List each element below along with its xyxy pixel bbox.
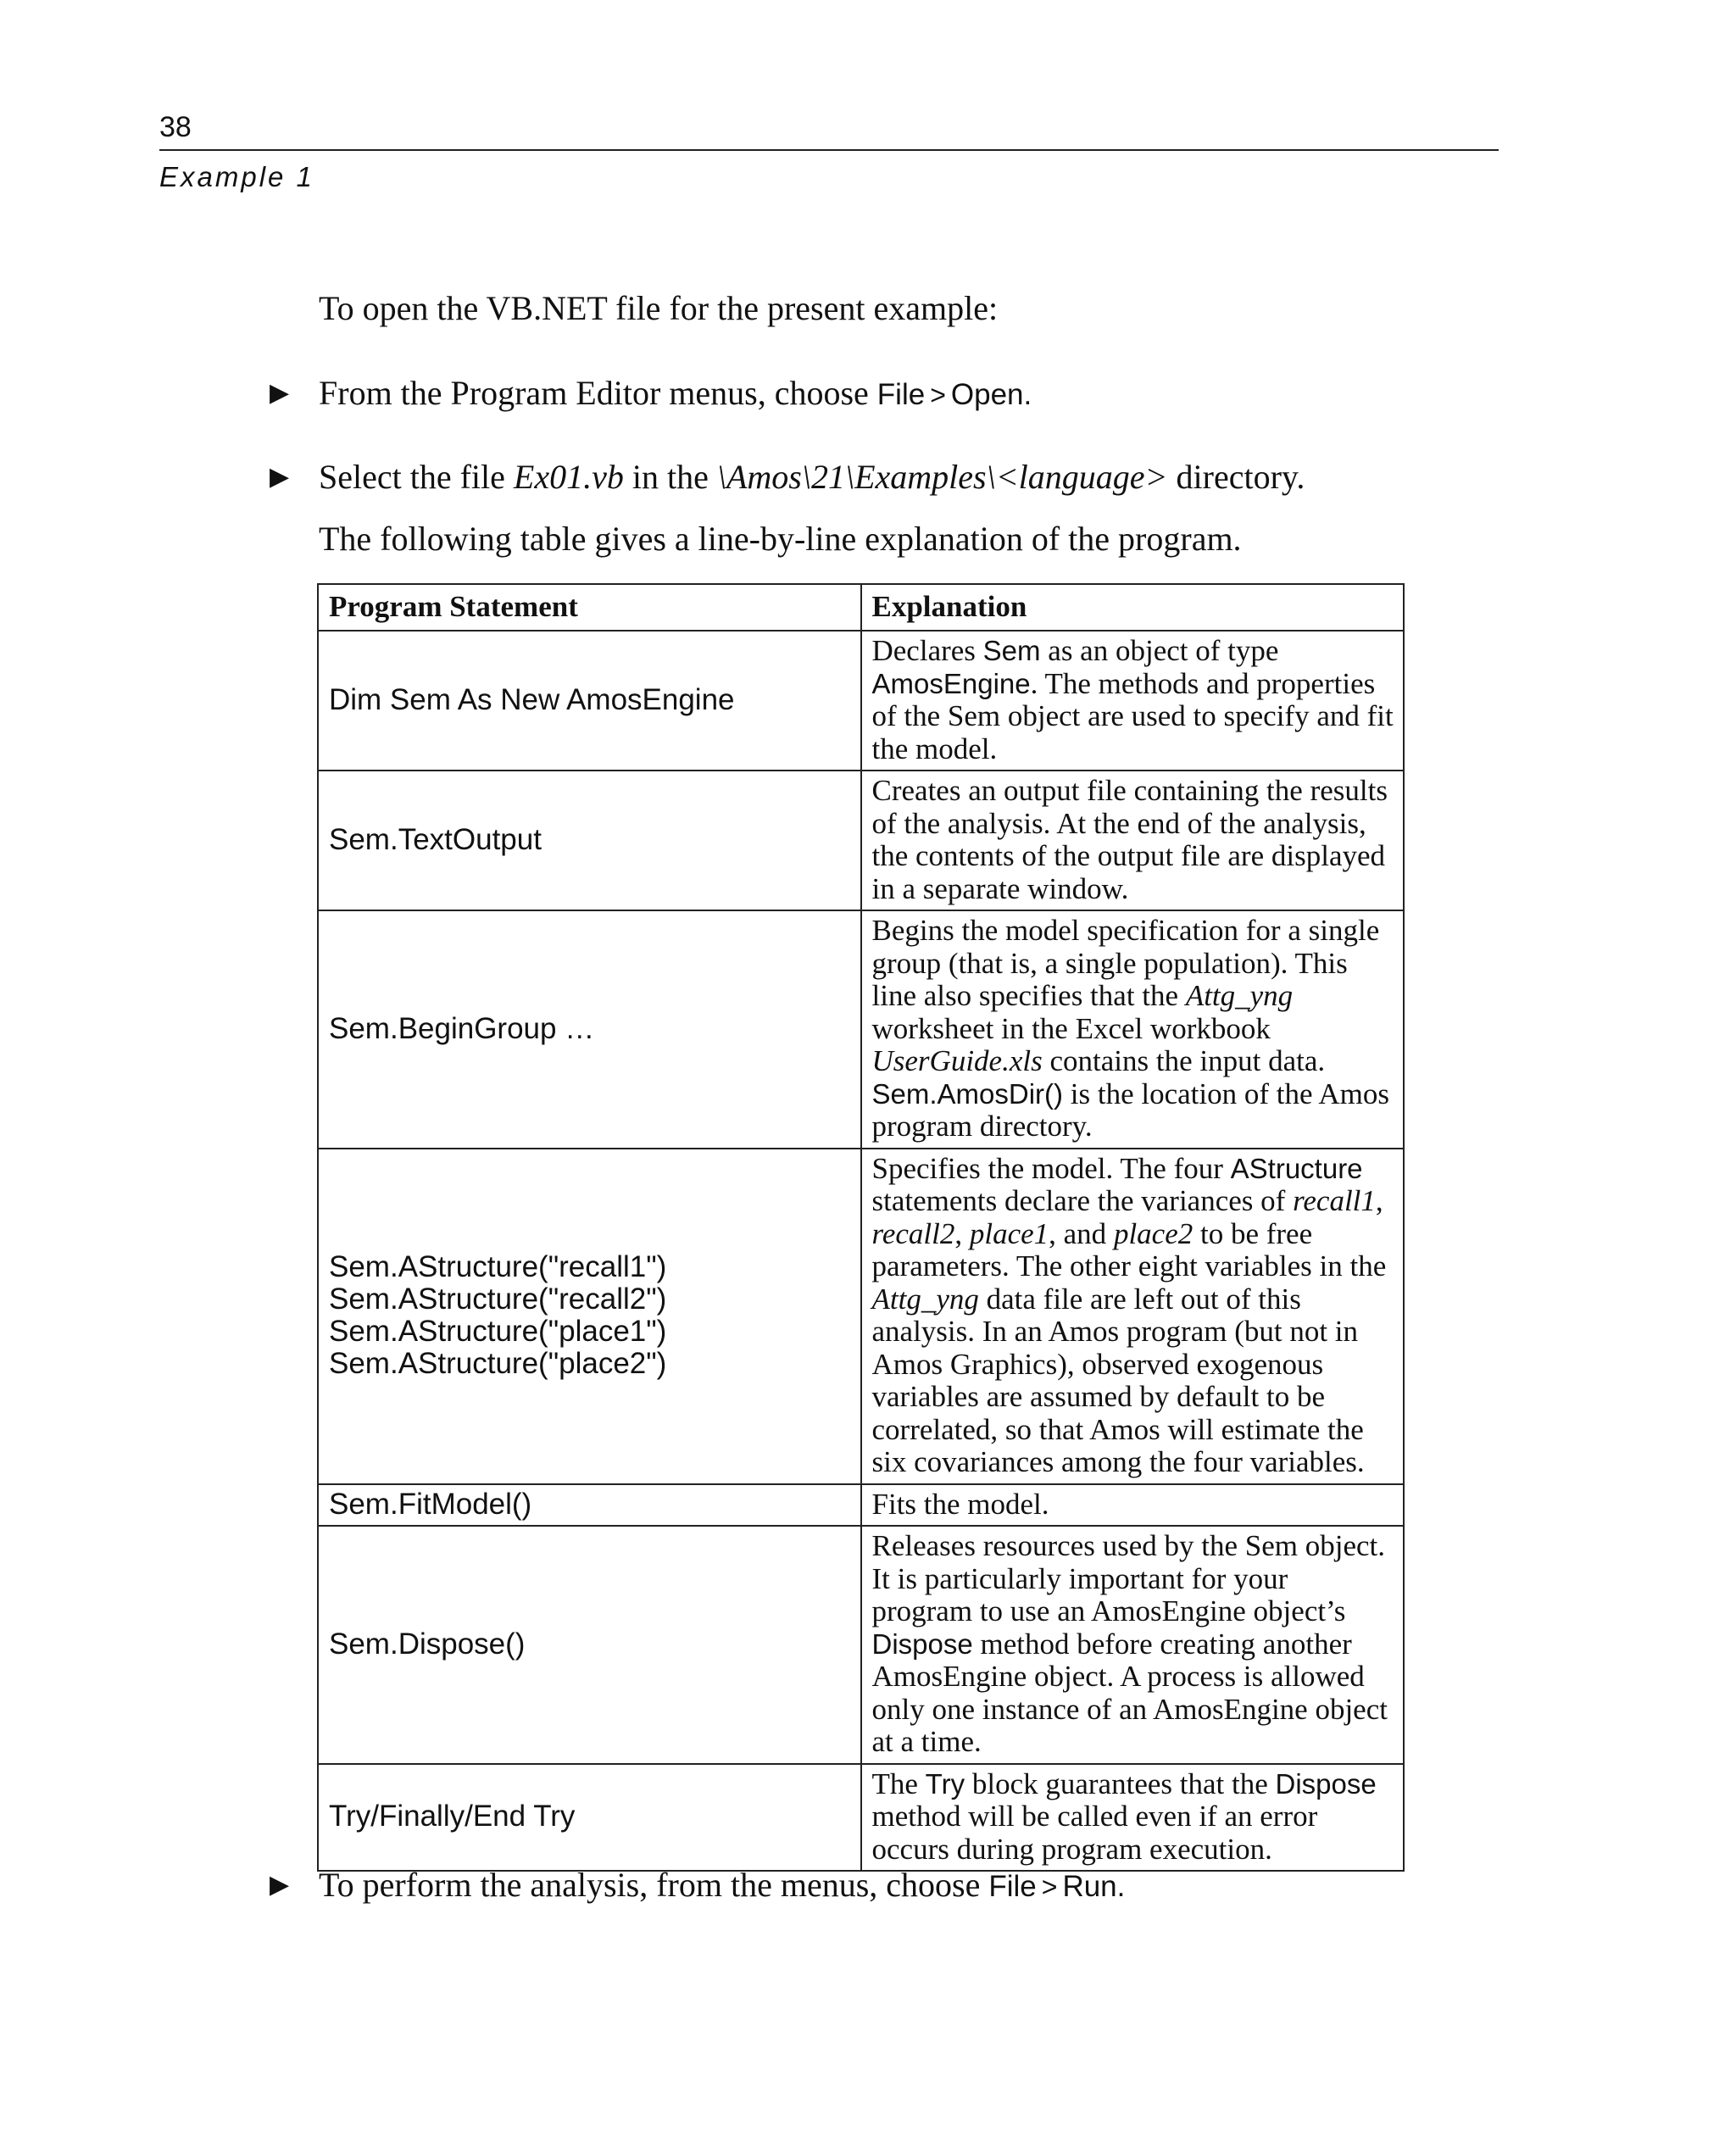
statement-line: Sem.BeginGroup …	[329, 1011, 595, 1045]
explanation-cell	[861, 1764, 1405, 1872]
variable-name: recall2	[871, 1216, 955, 1250]
explanation-text: Begins the model specification for a single group (that is, a single population). This line also specifies that the	[871, 914, 1380, 1012]
statement-line: Try/Finally/End Try	[329, 1800, 576, 1833]
triangle-bullet-icon: ▶	[270, 463, 290, 491]
step-text: directory.	[1167, 458, 1305, 496]
statement-cell	[318, 771, 861, 910]
explanation-cell	[861, 631, 1405, 771]
statement-line: Sem.Dispose()	[329, 1627, 526, 1661]
code-term: Try	[925, 1767, 965, 1800]
code-term: Sem	[982, 635, 1041, 666]
statement-cell	[318, 910, 861, 1149]
statement-line: Sem.FitModel()	[329, 1487, 532, 1521]
page-number: 38	[159, 111, 192, 143]
worksheet-name: Attg_yng	[1185, 979, 1294, 1012]
table-row	[318, 1149, 1404, 1484]
statement-cell	[318, 1484, 861, 1527]
table-row	[318, 631, 1404, 771]
explanation-text: Specifies the model. The four	[871, 1151, 1231, 1185]
code-term: AStructure	[1230, 1152, 1363, 1184]
explanation-text: as an object of type	[1040, 634, 1279, 667]
step-text: in the	[623, 458, 717, 496]
file-name: Ex01.vb	[513, 458, 624, 496]
table-header-row	[318, 584, 1404, 631]
step-text: Select the file	[319, 458, 514, 496]
intro-paragraph: To open the VB.NET file for the present example:	[319, 289, 999, 327]
menu-file: File	[988, 1870, 1037, 1903]
step-open-file	[319, 373, 1032, 413]
table-row	[318, 1764, 1404, 1872]
explanation-cell	[861, 1149, 1405, 1484]
chapter-title: Example 1	[159, 161, 314, 192]
menu-file: File	[876, 378, 926, 411]
explanation-text: is the location of the Amos program directory.	[871, 1077, 1389, 1143]
step-end: .	[1023, 378, 1032, 411]
menu-separator: >	[1041, 1872, 1058, 1902]
step-select-file	[319, 457, 1305, 497]
explanation-text: ,	[1375, 1184, 1383, 1217]
table-row	[318, 771, 1404, 910]
explanation-cell	[861, 1526, 1405, 1764]
column-header-explanation: Explanation	[861, 584, 1405, 631]
explanation-text: Declares	[871, 634, 983, 667]
statement-line: Sem.AStructure("place1")	[329, 1315, 667, 1348]
statement-line: Sem.AStructure("recall1")	[329, 1250, 667, 1283]
explanation-text: block guarantees that the	[965, 1767, 1276, 1800]
step-run-analysis	[319, 1865, 1125, 1905]
workbook-name: UserGuide.xls	[871, 1044, 1043, 1077]
table-row	[318, 1526, 1404, 1764]
explanation-text: method will be called even if an error occurs during program execution.	[871, 1800, 1318, 1866]
statement-cell	[318, 1764, 861, 1872]
step-text: From the Program Editor menus, choose	[319, 374, 869, 412]
explanation-table	[317, 583, 1405, 1872]
step-text: To perform the analysis, from the menus, choose	[319, 1866, 981, 1904]
worksheet-name: Attg_yng	[871, 1282, 979, 1316]
table-intro: The following table gives a line-by-line explanation of the program.	[319, 520, 1242, 558]
statement-line: Sem.TextOutput	[329, 823, 542, 856]
menu-run: Run	[1062, 1870, 1117, 1903]
explanation-text: Releases resources used by the Sem object. It is particularly important for your program to use an AmosEngine object’s	[871, 1529, 1386, 1627]
explanation-text: . The methods and properties of the Sem object are used to specify and fit the model.	[871, 666, 1394, 765]
statement-cell	[318, 631, 861, 771]
explanation-cell	[861, 910, 1405, 1149]
variable-name: recall1	[1293, 1184, 1376, 1217]
triangle-bullet-icon: ▶	[270, 379, 290, 407]
menu-open: Open	[950, 378, 1024, 411]
explanation-cell: Creates an output file containing the results of the analysis. At the end of the analysis, the contents of the output file are displayed in a separate window.	[861, 771, 1405, 910]
variable-name: place2	[1113, 1216, 1194, 1250]
explanation-cell: Fits the model.	[861, 1484, 1405, 1527]
table-row	[318, 910, 1404, 1149]
table-row	[318, 1484, 1404, 1527]
explanation-text: ,	[954, 1216, 970, 1250]
code-term: Dispose	[871, 1627, 973, 1660]
explanation-text: worksheet in the Excel workbook	[871, 1011, 1271, 1045]
variable-name: place1	[969, 1216, 1049, 1250]
column-header-statement: Program Statement	[318, 584, 861, 631]
explanation-text: statements declare the variances of	[871, 1184, 1294, 1217]
explanation-text: contains the input data.	[1042, 1044, 1326, 1077]
statement-line: Sem.AStructure("place2")	[329, 1347, 667, 1380]
code-term: Dispose	[1275, 1767, 1377, 1800]
directory-path: \Amos\21\Examples\<language>	[716, 458, 1168, 496]
code-term: Sem.AmosDir()	[871, 1077, 1064, 1110]
explanation-text: data file are left out of this analysis. In an Amos program (but not in Amos Graphics), observed exogenous variables are assumed by default to be correlated, so that Amos will estimate the six covariances among the four variables.	[871, 1282, 1365, 1478]
header-rule	[159, 149, 1499, 151]
explanation-text: The	[871, 1767, 926, 1800]
explanation-text: method before creating another AmosEngine object. A process is allowed only one instance of an AmosEngine object at a time.	[871, 1627, 1388, 1758]
triangle-bullet-icon: ▶	[270, 1871, 290, 1899]
statement-line: Sem.AStructure("recall2")	[329, 1282, 667, 1316]
statement-cell	[318, 1526, 861, 1764]
explanation-text: , and	[1049, 1216, 1114, 1250]
statement-line: Dim Sem As New AmosEngine	[329, 683, 735, 716]
step-end: .	[1116, 1870, 1126, 1903]
menu-separator: >	[930, 380, 946, 410]
explanation-text: to be free parameters. The other eight variables in the	[871, 1216, 1387, 1282]
code-term: AmosEngine	[871, 667, 1031, 699]
statement-cell	[318, 1149, 861, 1484]
